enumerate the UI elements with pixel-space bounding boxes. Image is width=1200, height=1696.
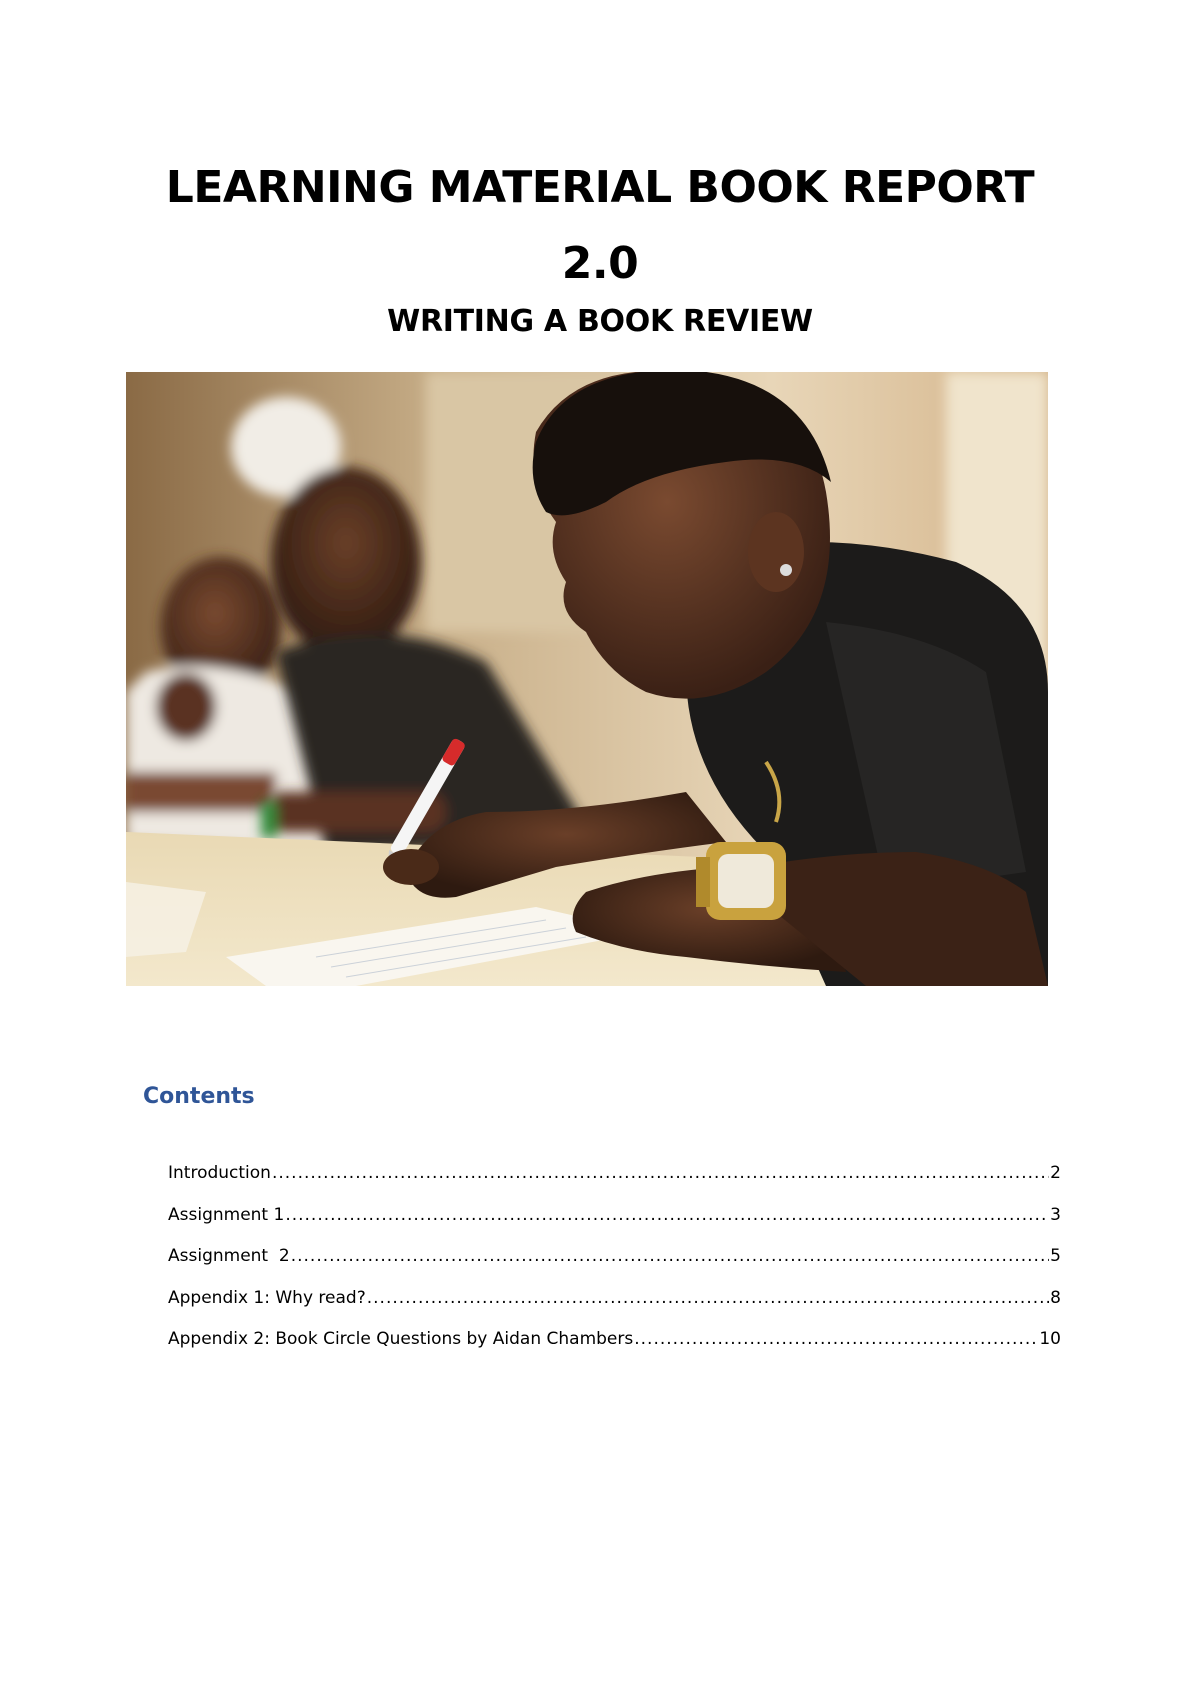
toc-label: Appendix 2: Book Circle Questions by Aidan Chambers xyxy=(168,1329,634,1349)
table-of-contents xyxy=(168,1163,1061,1371)
toc-page-number: 8 xyxy=(1050,1287,1061,1308)
contents-heading: Contents xyxy=(143,1084,255,1109)
document-subtitle: WRITING A BOOK REVIEW xyxy=(387,304,813,339)
document-title: LEARNING MATERIAL BOOK REPORT 2.0 xyxy=(165,162,1035,289)
toc-label: Appendix 1: Why read? xyxy=(168,1287,366,1308)
toc-item-appendix-2[interactable] xyxy=(168,1329,1061,1371)
toc-leader-dots xyxy=(285,1205,1049,1225)
toc-item-introduction[interactable] xyxy=(168,1163,1061,1205)
cover-photo xyxy=(126,372,1048,986)
toc-label: Introduction xyxy=(168,1163,271,1183)
toc-leader-dots xyxy=(272,1163,1049,1183)
toc-label: Assignment 1 xyxy=(168,1204,285,1225)
toc-item-assignment-2[interactable] xyxy=(168,1246,1061,1288)
toc-item-assignment-1[interactable] xyxy=(168,1205,1061,1247)
toc-label: Assignment 2 xyxy=(168,1246,290,1266)
toc-page-number: 5 xyxy=(1050,1246,1061,1266)
toc-leader-dots xyxy=(291,1246,1049,1266)
toc-item-appendix-1[interactable] xyxy=(168,1288,1061,1330)
toc-page-number: 2 xyxy=(1050,1163,1061,1183)
toc-leader-dots xyxy=(367,1288,1049,1308)
toc-leader-dots xyxy=(634,1329,1038,1349)
toc-page-number: 3 xyxy=(1050,1204,1061,1225)
toc-page-number: 10 xyxy=(1039,1329,1061,1349)
